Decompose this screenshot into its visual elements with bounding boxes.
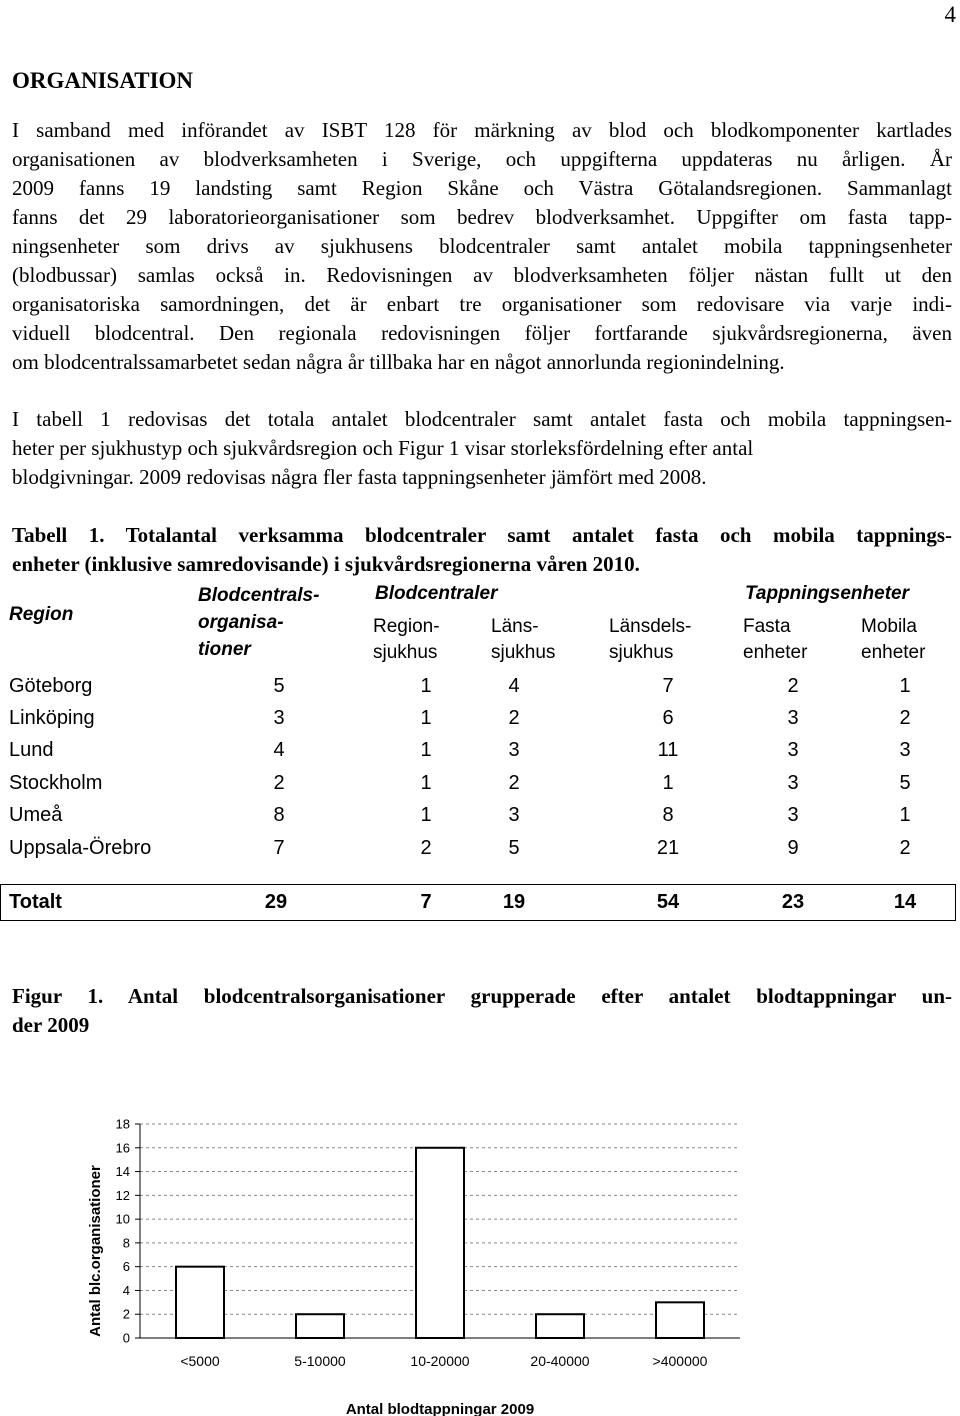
row-region-label: Umeå (9, 804, 63, 826)
table-cell: 2 (899, 707, 911, 729)
table-cell: 8 (662, 804, 674, 826)
header-lanssjukhus-line: Läns- (491, 616, 539, 637)
paragraph-line: I samband med införandet av ISBT 128 för märkning av blod och blodkomponenter kartlades (12, 118, 952, 142)
header-group-tappningsenheter: Tappningsenheter (745, 583, 909, 604)
paragraph-line: (blodbussar) samlas också in. Redovisningen av blodverksamheten följer nästan fullt ut den (12, 263, 952, 287)
header-mobila-line: Mobila (861, 616, 917, 637)
table-cell: 5 (273, 675, 285, 697)
total-cell: 19 (502, 891, 526, 913)
total-label: Totalt (9, 891, 62, 913)
table-caption-line: Tabell 1. Totalantal verksamma blodcentraler samt antalet fasta och mobila tappnings- (12, 523, 952, 547)
page-number: 4 (944, 2, 956, 27)
total-cell: 54 (656, 891, 680, 913)
y-tick-label: 6 (122, 1259, 130, 1275)
total-cell: 23 (781, 891, 805, 913)
paragraph-line: fanns det 29 laboratorieorganisationer som bedrev blodverksamhet. Uppgifter om fasta tapp- (12, 205, 952, 229)
x-tick-label: 10-20000 (410, 1353, 470, 1369)
header-organisation-line: tioner (198, 639, 251, 660)
header-regionsjukhus-line: sjukhus (373, 642, 438, 663)
table-cell: 3 (787, 707, 799, 729)
paragraph-line: 2009 fanns 19 landsting samt Region Skåne och Västra Götalandsregionen. Sammanlagt (12, 176, 952, 200)
header-fasta-line: enheter (743, 642, 808, 663)
row-region-label: Stockholm (9, 772, 103, 794)
y-tick-label: 12 (115, 1187, 130, 1203)
bar (296, 1314, 344, 1338)
header-region: Region (9, 604, 74, 625)
header-lansdelssjukhus-line: sjukhus (609, 642, 674, 663)
table-caption (12, 521, 952, 579)
table-cell: 3 (273, 707, 285, 729)
table-cell: 2 (508, 772, 520, 794)
figure-caption-line: Figur 1. Antal blodcentralsorganisationer grupperade efter antalet blodtappningar un- (12, 984, 952, 1008)
y-tick-label: 0 (122, 1330, 130, 1346)
bar (176, 1267, 224, 1338)
y-tick-label: 16 (115, 1140, 130, 1156)
table-cell: 9 (787, 837, 799, 859)
table-cell: 4 (508, 675, 520, 697)
header-organisation-line: Blodcentrals- (198, 585, 320, 606)
bar-chart (0, 1100, 960, 1416)
bar (656, 1302, 704, 1338)
table-cell: 8 (273, 804, 285, 826)
total-cell: 14 (893, 891, 917, 913)
row-region-label: Lund (9, 739, 54, 761)
x-tick-label: >400000 (652, 1353, 708, 1369)
figure-caption (12, 982, 952, 1040)
row-region-label: Uppsala-Örebro (9, 837, 152, 859)
table-cell: 2 (787, 675, 799, 697)
y-tick-label: 18 (115, 1116, 130, 1132)
table-cell: 1 (420, 707, 432, 729)
row-region-label: Göteborg (9, 675, 93, 697)
table-cell: 3 (508, 804, 520, 826)
header-group-blodcentraler: Blodcentraler (375, 583, 498, 604)
header-mobila-line: enheter (861, 642, 926, 663)
paragraph-line: I tabell 1 redovisas det totala antalet blodcentraler samt antalet fasta och mobila tappningsen- (12, 407, 952, 431)
header-fasta-line: Fasta (743, 616, 791, 637)
y-tick-label: 4 (122, 1282, 130, 1298)
table-caption-line: enheter (inklusive samredovisande) i sjukvårdsregionerna våren 2010. (12, 552, 640, 576)
paragraph-organisation (12, 116, 952, 377)
table-cell: 1 (420, 804, 432, 826)
paragraph-line: organisatoriska samordningen, det är enbart tre organisationer som redovisare via varje indi- (12, 292, 952, 316)
section-heading: ORGANISATION (12, 68, 194, 93)
header-lanssjukhus-line: sjukhus (491, 642, 556, 663)
paragraph-line: heter per sjukhustyp och sjukvårdsregion och Figur 1 visar storleksfördelning efter antal (12, 436, 754, 460)
paragraph-line: ningsenheter som drivs av sjukhusens blodcentraler samt antalet mobila tappningsenheter (12, 234, 952, 258)
y-tick-label: 14 (115, 1164, 130, 1180)
paragraph-line: om blodcentralssamarbetet sedan några år tillbaka har en något annorlunda regionindelning. (12, 350, 785, 374)
table-cell: 6 (662, 707, 674, 729)
table-cell: 3 (508, 739, 520, 761)
paragraph-line: organisationen av blodverksamheten i Sverige, och uppgifterna uppdateras nu årligen. År (12, 147, 952, 171)
table-cell: 1 (662, 772, 674, 794)
table-cell: 1 (899, 675, 911, 697)
x-tick-label: 5-10000 (294, 1353, 346, 1369)
figure-caption-line: der 2009 (12, 1013, 90, 1037)
bar (536, 1314, 584, 1338)
y-axis-title: Antal blc.organisationer (87, 1165, 104, 1337)
table-cell: 4 (273, 739, 285, 761)
x-tick-label: 20-40000 (530, 1353, 590, 1369)
table-cell: 1 (420, 675, 432, 697)
bar (416, 1148, 464, 1338)
paragraph-line: blodgivningar. 2009 redovisas några fler fasta tappningsenheter jämfört med 2008. (12, 465, 707, 489)
y-tick-label: 2 (122, 1306, 130, 1322)
table-cell: 7 (662, 675, 674, 697)
table-cell: 1 (420, 772, 432, 794)
table-cell: 1 (899, 804, 911, 826)
table-cell: 1 (420, 739, 432, 761)
total-cell: 7 (420, 891, 432, 913)
table-cell: 3 (787, 804, 799, 826)
header-regionsjukhus-line: Region- (373, 616, 440, 637)
x-axis-title: Antal blodtappningar 2009 (345, 1401, 535, 1416)
table-cell: 2 (899, 837, 911, 859)
row-region-label: Linköping (9, 707, 95, 729)
header-lansdelssjukhus-line: Länsdels- (609, 616, 692, 637)
paragraph-line: viduell blodcentral. Den regionala redovisningen följer fortfarande sjukvårdsregionerna, även (12, 321, 952, 345)
table-cell: 3 (899, 739, 911, 761)
y-tick-label: 8 (122, 1235, 130, 1251)
table-cell: 5 (508, 837, 520, 859)
paragraph-table-intro (12, 405, 952, 492)
table-cell: 7 (273, 837, 285, 859)
x-tick-label: <5000 (180, 1353, 220, 1369)
table-cell: 2 (508, 707, 520, 729)
header-organisation-line: organisa- (198, 612, 284, 633)
table-cell: 3 (787, 772, 799, 794)
y-tick-label: 10 (115, 1211, 130, 1227)
table-cell: 2 (420, 837, 432, 859)
total-cell: 29 (264, 891, 288, 913)
table-cell: 11 (657, 739, 679, 761)
table-cell: 21 (656, 837, 680, 859)
table-cell: 2 (273, 772, 285, 794)
table-cell: 3 (787, 739, 799, 761)
table-cell: 5 (899, 772, 911, 794)
